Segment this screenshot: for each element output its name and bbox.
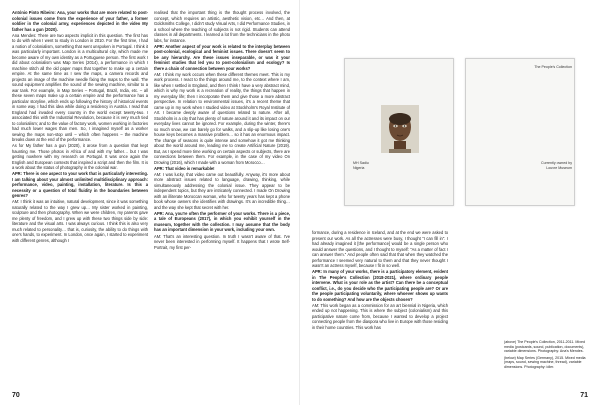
- right-page: [300, 0, 600, 405]
- paragraph: António Pinto Ribeiro: Ana, your works that are more related to post-colonial issues come from the experience of your father, a former soldier in the colonial army, experiences depicted in the video My father has a gun (2020).: [12, 10, 148, 32]
- paragraph: APR: Ana, you're often the performer of your works. There is a piece, a tale of Europeans (2017), in which you exhibit yourself in the museum, together with the collection. I may assume that the body has an important dimension in your work, including your own.: [154, 210, 290, 233]
- page-number: 70: [12, 392, 20, 399]
- artwork-panel-right: [465, 58, 575, 206]
- paragraph: AM: That's an interesting question. In truth I wasn't aware of that. I've never been interested in performing myself. It happens that I wrote Self-Portrait, my first per-: [154, 233, 290, 250]
- mask-portrait-image: [381, 105, 419, 153]
- paragraph: APR: That video is remarkable!: [154, 165, 215, 171]
- artwork-label: Louvre Museum: [546, 166, 572, 170]
- paragraph: realised that the important thing is the thought process involved, the concept, which requires an artistic, aesthetic vision, etc… And then, at Goldsmiths College, I didn't study Visual Arts, I did Performance Studies, in a school where the teaching of subjects is not rigid. Students can attend classes in all departments. I learned a lot from the technicians in the photo labs, for instance.: [154, 10, 290, 43]
- paragraph: APR: Another aspect of your work is related to the interplay between post-colonial, ecological and feminist issues. There doesn't seem to be any hierarchy. Are these issues inseparable, or was it your feminist studies that led you to post-colonialism and ecology? Is there a chain of connection between your works?: [154, 43, 290, 71]
- artwork-label: MH Sadiu: [353, 161, 369, 165]
- artwork-label: The People's Collection: [534, 65, 572, 69]
- left-column-1: [12, 10, 148, 388]
- artwork-label: Nigeria: [353, 166, 365, 170]
- image-captions: [504, 340, 592, 372]
- right-column-1: [312, 230, 448, 390]
- paragraph: AM: I think it was an intuitive, natural development, since it was something naturally related to the way I grew up… My sister worked in painting, sculpture and then photography. When we were children, my parents gave me plenty of freedom, and I grew up with these two things side by side: literature and the visual arts. I was always curious. I think this is also very much related to personality… that is, curiosity, the ability to do things with one's hands, to experiment. In London, once again, I started to experiment with different genres, although I: [12, 199, 148, 243]
- caption: (below) Map Series (Germany), 2015. Mixed media (maps, sound, sewing machine, thread), variable dimensions. Photography: idler.: [504, 355, 586, 369]
- caption: (above) The People's Collection, 2011-2011. Mixed media (postcards, sound, publication, documents), variable dimensions. Photography: Ana's Mendes.: [504, 340, 585, 354]
- paragraph: AM: I think my work occurs when these different themes meet. This is my work process. I react to the things around me, to the context where I am, like when I settled in England, and then I think I have a very abstract mind, which is why my work is a recreation of reality, the things that happen in my everyday life; then I incorporate them and give those a more abstract perspective. In relation to environmental issues, it's a recent theme that came up in my work when I studied video at Stockholm's Royal Institute of Art. I became deeply aware of questions related to nature. After all, Stockholm is a city that has plenty of nature around it and its impact on our everyday lives cannot be ignored. For example, during the winter, there's so much snow, we can barely go for walks, and a slip-up like losing one's house keys becomes a massive problem… so it has an enormous impact. The change of seasons is quite intense and somehow it got me thinking about the world around me, leading me to create Artificial Nature (2019). But, as I spend more time working on certain aspects or subjects, there are connections between them. For example, in the case of my video On Drowing (2016), which I made with a woman from Morocco…: [154, 71, 290, 165]
- artwork-panel-left: [344, 58, 454, 206]
- artwork-label: Currently owned by: [541, 161, 572, 165]
- paragraph: AM: I was lucky, that video came out beautifully. Anyway, it's more about more abstract issues related to language, drawing, thinking, while simultaneously addressing the colonial issue. They appear to be independent topics, but they are intricately connected. I made On Drowing with an illiterate Moroccan woman, who for twenty years has kept a phone book whose owners she identifies with drawings. It's an incredible thing… and the way she kept that secret with her.: [154, 171, 290, 210]
- paragraph: Ana Mendes: There are two aspects implicit in this question. The first has to do with when I went to study in London in 2010. For the first time, I had a notion of colonialism, something that went unspoken in Portugal. I think it was particularly important. London is a multicultural city, which made me become aware of my own identity as a Portuguese person. The first work I did about colonialism was Map Series (2014), a performance in which I machine stitch all the old paper maps that together to make up a certain empire. At the same time as I sew the maps, a camera records and projects an image of the machine needle fixing the maps to the wall. The sound equipment amplifies the sound of the sewing machine, similar to a war tank. For example, in Map Series – Portugal, Brazil, India, etc. – all these seven maps make up a certain empire and the performance has a particular storyline, which ends up following the history of historical events in some way. I had this idea while doing a residency in Austria. I read that England had invaded every country in the world except twenty-two. I associated this with the Industrial Revolution, because it is very much tied to colonialism; and to the value of factory work, women working in factories had much lower wages than men. So, I imagined myself as a worker sewing the maps non-stop until – which often happens – the machine breaks down at the end of the performance.: [12, 32, 148, 143]
- paragraph: As for My father has a gun (2020), it arose from a question that kept haunting me. Those photos in Africa of and with my father… but I was getting nowhere with my research on Portugal. It was once again the English and European contexts that inspired a script and then the film. It is a work about the status of photography in the colonial war.: [12, 143, 148, 171]
- paragraph: formance, during a residence in Iceland, and at the end we were asked to present our work. As all the actresses were busy, I thought "I can fill in". I had already imagined it [the performance] would be a single person who would answer the questions, and I thought to myself: "As a matter of fact I can answer them." And people often said that that when they watched the performance I seemed very natural to them and that they never thought I wasn't an actress myself, because I fit in so well.: [312, 230, 448, 268]
- left-column-2: [154, 10, 290, 388]
- paragraph: AM: This work began as a commission for an art biennial in Nigeria, which ended up not happening. This is where the subject (colonialism) and this participative nature come from, because I wanted to develop a project connecting people from the diaspora who live in Europe with those residing in their home countries. This work has: [312, 302, 448, 330]
- paragraph: APR: There is one aspect to your work that is particularly interesting. I am talking about your almost unlimited multidisciplinary approach: performance, video, painting, installation, literature. Is this a necessity or a question of total fluidity in the boundaries between genres?: [12, 171, 148, 199]
- page-number: 71: [580, 392, 588, 399]
- paragraph: APR: In many of your works, there is a participatory element, evident in The People's Collection (2018-2021), where ordinary people intervene. What is your role as the artist? Can there be a conceptual conflict, i.e., do you decide who the participating people are? Or are the people participating voluntarily, where whoever shows up wants to do something? And how are the objects chosen?: [312, 269, 448, 302]
